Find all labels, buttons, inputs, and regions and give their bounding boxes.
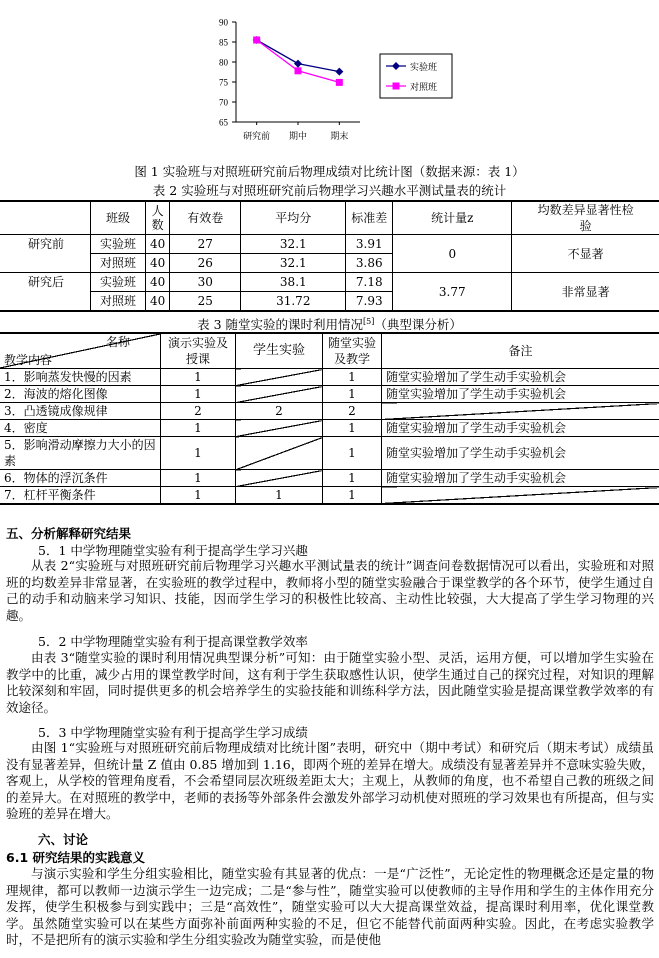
student-cell: 2	[236, 403, 323, 420]
data-point	[335, 68, 343, 76]
header-z: 统计量z	[393, 201, 512, 235]
cell: 7.18	[346, 273, 393, 292]
comparison-line-chart	[200, 8, 470, 148]
header-note: 备注	[382, 333, 659, 369]
note-cell: 随堂实验增加了学生动手实验机会	[382, 369, 659, 386]
paragraph-5-3: 由图 1“实验班与对照班研究前后物理成绩对比统计图”表明，研究中（期中考试）和研究后（期末考试）成绩虽没有显著差异，但统计量 Z 值由 0.85 增加到 1.16，即两个班的差异在增大。成绩没有显著差异并不意味实验失败，客观上，从学校的管理角度看，不会希望同层次班级差距太大；主观上，从教师的角度，也不希望自己教的班级之间的差异大。在对照班的教学中，老师的表扬等外部条件会激发外部学习动机使对照班的学习效果也有所提高，但与实验班的差异在增大。	[6, 740, 654, 821]
y-tick-label: 75	[219, 77, 228, 88]
student-cell	[236, 386, 323, 403]
note-cell: 随堂实验增加了学生动手实验机会	[382, 420, 659, 437]
group-label: 研究后	[0, 273, 91, 312]
subsection-6-1: 6.1 研究结果的实践意义	[6, 850, 145, 865]
content-cell: 1．影响蒸发快慢的因素	[0, 369, 161, 386]
content-cell: 5．影响滑动摩擦力大小的因素	[0, 437, 161, 470]
inclass-cell: 1	[323, 386, 382, 403]
table-row	[0, 437, 659, 470]
plot-area	[253, 36, 344, 86]
cell: 对照班	[91, 254, 146, 273]
data-point	[336, 79, 343, 86]
cell: 32.1	[241, 254, 346, 273]
z-value: 3.77	[393, 273, 512, 312]
data-point	[295, 67, 302, 74]
table-row	[0, 273, 659, 292]
demo-cell: 2	[161, 403, 236, 420]
legend-marker	[393, 83, 400, 90]
x-tick-label: 期中	[288, 132, 308, 142]
demo-cell: 1	[161, 369, 236, 386]
x-tick-label: 期末	[330, 132, 349, 142]
cell: 32.1	[241, 235, 346, 254]
cell: 40	[146, 254, 170, 273]
data-point	[253, 37, 260, 44]
cell: 对照班	[91, 292, 146, 312]
data-point	[294, 60, 302, 68]
y-tick-label: 70	[219, 97, 228, 108]
cell: 40	[146, 273, 170, 292]
student-cell	[236, 470, 323, 487]
cell: 实验班	[91, 273, 146, 292]
table-3-caption	[0, 315, 659, 333]
header-empty	[0, 201, 91, 235]
table-3-body	[0, 369, 659, 505]
legend-label: 实验班	[410, 63, 438, 73]
inclass-cell: 1	[323, 487, 382, 505]
content-cell: 3．凸透镜成像规律	[0, 403, 161, 420]
corner-bottom-label: 教学内容	[4, 353, 53, 367]
table-row	[0, 470, 659, 487]
cell: 3.86	[346, 254, 393, 273]
table-header-row	[0, 333, 659, 369]
table-row	[0, 235, 659, 254]
demo-cell: 1	[161, 470, 236, 487]
paragraph-6-1: 与演示实验和学生分组实验相比，随堂实验有其显著的优点：一是“广泛性”，无论定性的物理概念还是定量的物理规律，都可以教师一边演示学生一边完成；二是“参与性”，随堂实验可以使教师的主导作用和学生的主体作用充分发挥，使学生积极参与到实践中；三是“高效性”，随堂实验可以大大提高课堂效益，提高课时利用率，优化课堂教学。虽然随堂实验可以在某些方面弥补前面两种实验的不足，但它不能替代前面两种实验。因此，在考虑实验教学时，不是把所有的演示实验和学生分组实验改为随堂实验，而是使他	[6, 866, 654, 947]
inclass-cell: 2	[323, 403, 382, 420]
cell: 7.93	[346, 292, 393, 312]
demo-cell: 1	[161, 487, 236, 505]
sig-value: 不显著	[512, 235, 659, 273]
inclass-cell: 1	[323, 470, 382, 487]
demo-cell: 1	[161, 437, 236, 470]
cell: 实验班	[91, 235, 146, 254]
corner-header	[0, 333, 161, 369]
note-cell: 随堂实验增加了学生动手实验机会	[382, 470, 659, 487]
group-label: 研究前	[0, 235, 91, 273]
header-sd: 标准差	[346, 201, 393, 235]
table-row	[0, 487, 659, 505]
cell: 26	[170, 254, 241, 273]
header-student: 学生实验	[236, 333, 323, 369]
subsection-5-1: 5．1 中学物理随堂实验有利于提高学生学习兴趣	[38, 543, 308, 558]
section-5-heading: 五、分析解释研究结果	[6, 526, 132, 541]
header-inclass: 随堂实验及教学	[323, 333, 382, 369]
chart-legend	[380, 54, 452, 98]
paragraph-5-1: 从表 2“实验班与对照班研究前后物理学习兴趣水平测试量表的统计”调查问卷数据情况可以看出，实验班和对照班的均数差异非常显著，在实验班的教学过程中，教师将小型的随堂实验融合于课堂教学的各个环节，使学生通过自己的动手和动脑来学习知识、技能，因而学生学习的积极性比较高、主动性比较强，大大提高了学生学习物理的兴趣。	[6, 558, 654, 623]
table-row	[0, 386, 659, 403]
student-cell	[236, 420, 323, 437]
note-cell	[382, 487, 659, 505]
table-row	[0, 420, 659, 437]
section-6-heading: 六、讨论	[38, 832, 89, 847]
corner-top-label: 名称	[105, 335, 130, 349]
student-cell	[236, 437, 323, 470]
subsection-5-2: 5．2 中学物理随堂实验有利于提高课堂教学效率	[38, 634, 308, 649]
cell: 25	[170, 292, 241, 312]
table-header-row	[0, 201, 659, 235]
table-2	[0, 200, 659, 312]
table-row	[0, 403, 659, 420]
y-axis	[219, 18, 236, 128]
table-3	[0, 332, 659, 505]
cell: 30	[170, 273, 241, 292]
note-cell	[382, 403, 659, 420]
content-cell: 7．杠杆平衡条件	[0, 487, 161, 505]
content-cell: 6．物体的浮沉条件	[0, 470, 161, 487]
header-demo: 演示实验及授课	[161, 333, 236, 369]
content-cell: 4．密度	[0, 420, 161, 437]
cell: 3.91	[346, 235, 393, 254]
z-value: 0	[393, 235, 512, 273]
inclass-cell: 1	[323, 369, 382, 386]
subsection-5-3: 5．3 中学物理随堂实验有利于提高学生学习成绩	[38, 725, 308, 740]
inclass-cell: 1	[323, 437, 382, 470]
sig-value: 非常显著	[512, 273, 659, 312]
paragraph-5-2: 由表 3“随堂实验的课时利用情况典型课分析”可知：由于随堂实验小型、灵活，运用方便，可以增加学生实验在教学中的比重，减少占用的课堂教学时间，这有利于学生获取感性认识，使学生通过自己的探究过程，对知识的理解比较深刻和牢固，同时提供更多的机会培养学生的实验技能和训练科学方法，因此随堂实验是提高课堂教学效率的有效途径。	[6, 650, 654, 715]
citation-ref: [5]	[363, 316, 375, 326]
cell: 40	[146, 235, 170, 254]
legend-label: 对照班	[410, 83, 438, 93]
y-tick-label: 80	[219, 57, 228, 68]
header-valid: 有效卷	[170, 201, 241, 235]
cell: 40	[146, 292, 170, 312]
figure-1-caption: 图 1 实验班与对照班研究前后物理成绩对比统计图（数据来源：表 1）	[134, 164, 525, 179]
table-row	[0, 369, 659, 386]
header-mean: 平均分	[241, 201, 346, 235]
table-3-caption-main: 表 3 随堂实验的课时利用情况	[197, 317, 364, 332]
header-class: 班级	[91, 201, 146, 235]
demo-cell: 1	[161, 386, 236, 403]
header-sig: 均数差异显著性检验	[512, 201, 659, 235]
x-axis	[236, 122, 360, 142]
table-2-caption: 表 2 实验班与对照班研究前后物理学习兴趣水平测试量表的统计	[152, 183, 507, 198]
cell: 31.72	[241, 292, 346, 312]
student-cell: 1	[236, 487, 323, 505]
cell: 27	[170, 235, 241, 254]
note-cell: 随堂实验增加了学生动手实验机会	[382, 437, 659, 470]
y-tick-label: 65	[219, 117, 228, 128]
content-cell: 2．海波的熔化图像	[0, 386, 161, 403]
note-cell: 随堂实验增加了学生动手实验机会	[382, 386, 659, 403]
x-tick-label: 研究前	[243, 132, 271, 142]
table-3-caption-tail: （典型课分析）	[374, 317, 462, 332]
y-tick-label: 85	[219, 37, 228, 48]
student-cell	[236, 369, 323, 386]
cell: 38.1	[241, 273, 346, 292]
demo-cell: 1	[161, 420, 236, 437]
y-tick-label: 90	[219, 17, 228, 28]
header-count: 人数	[146, 201, 170, 235]
inclass-cell: 1	[323, 420, 382, 437]
